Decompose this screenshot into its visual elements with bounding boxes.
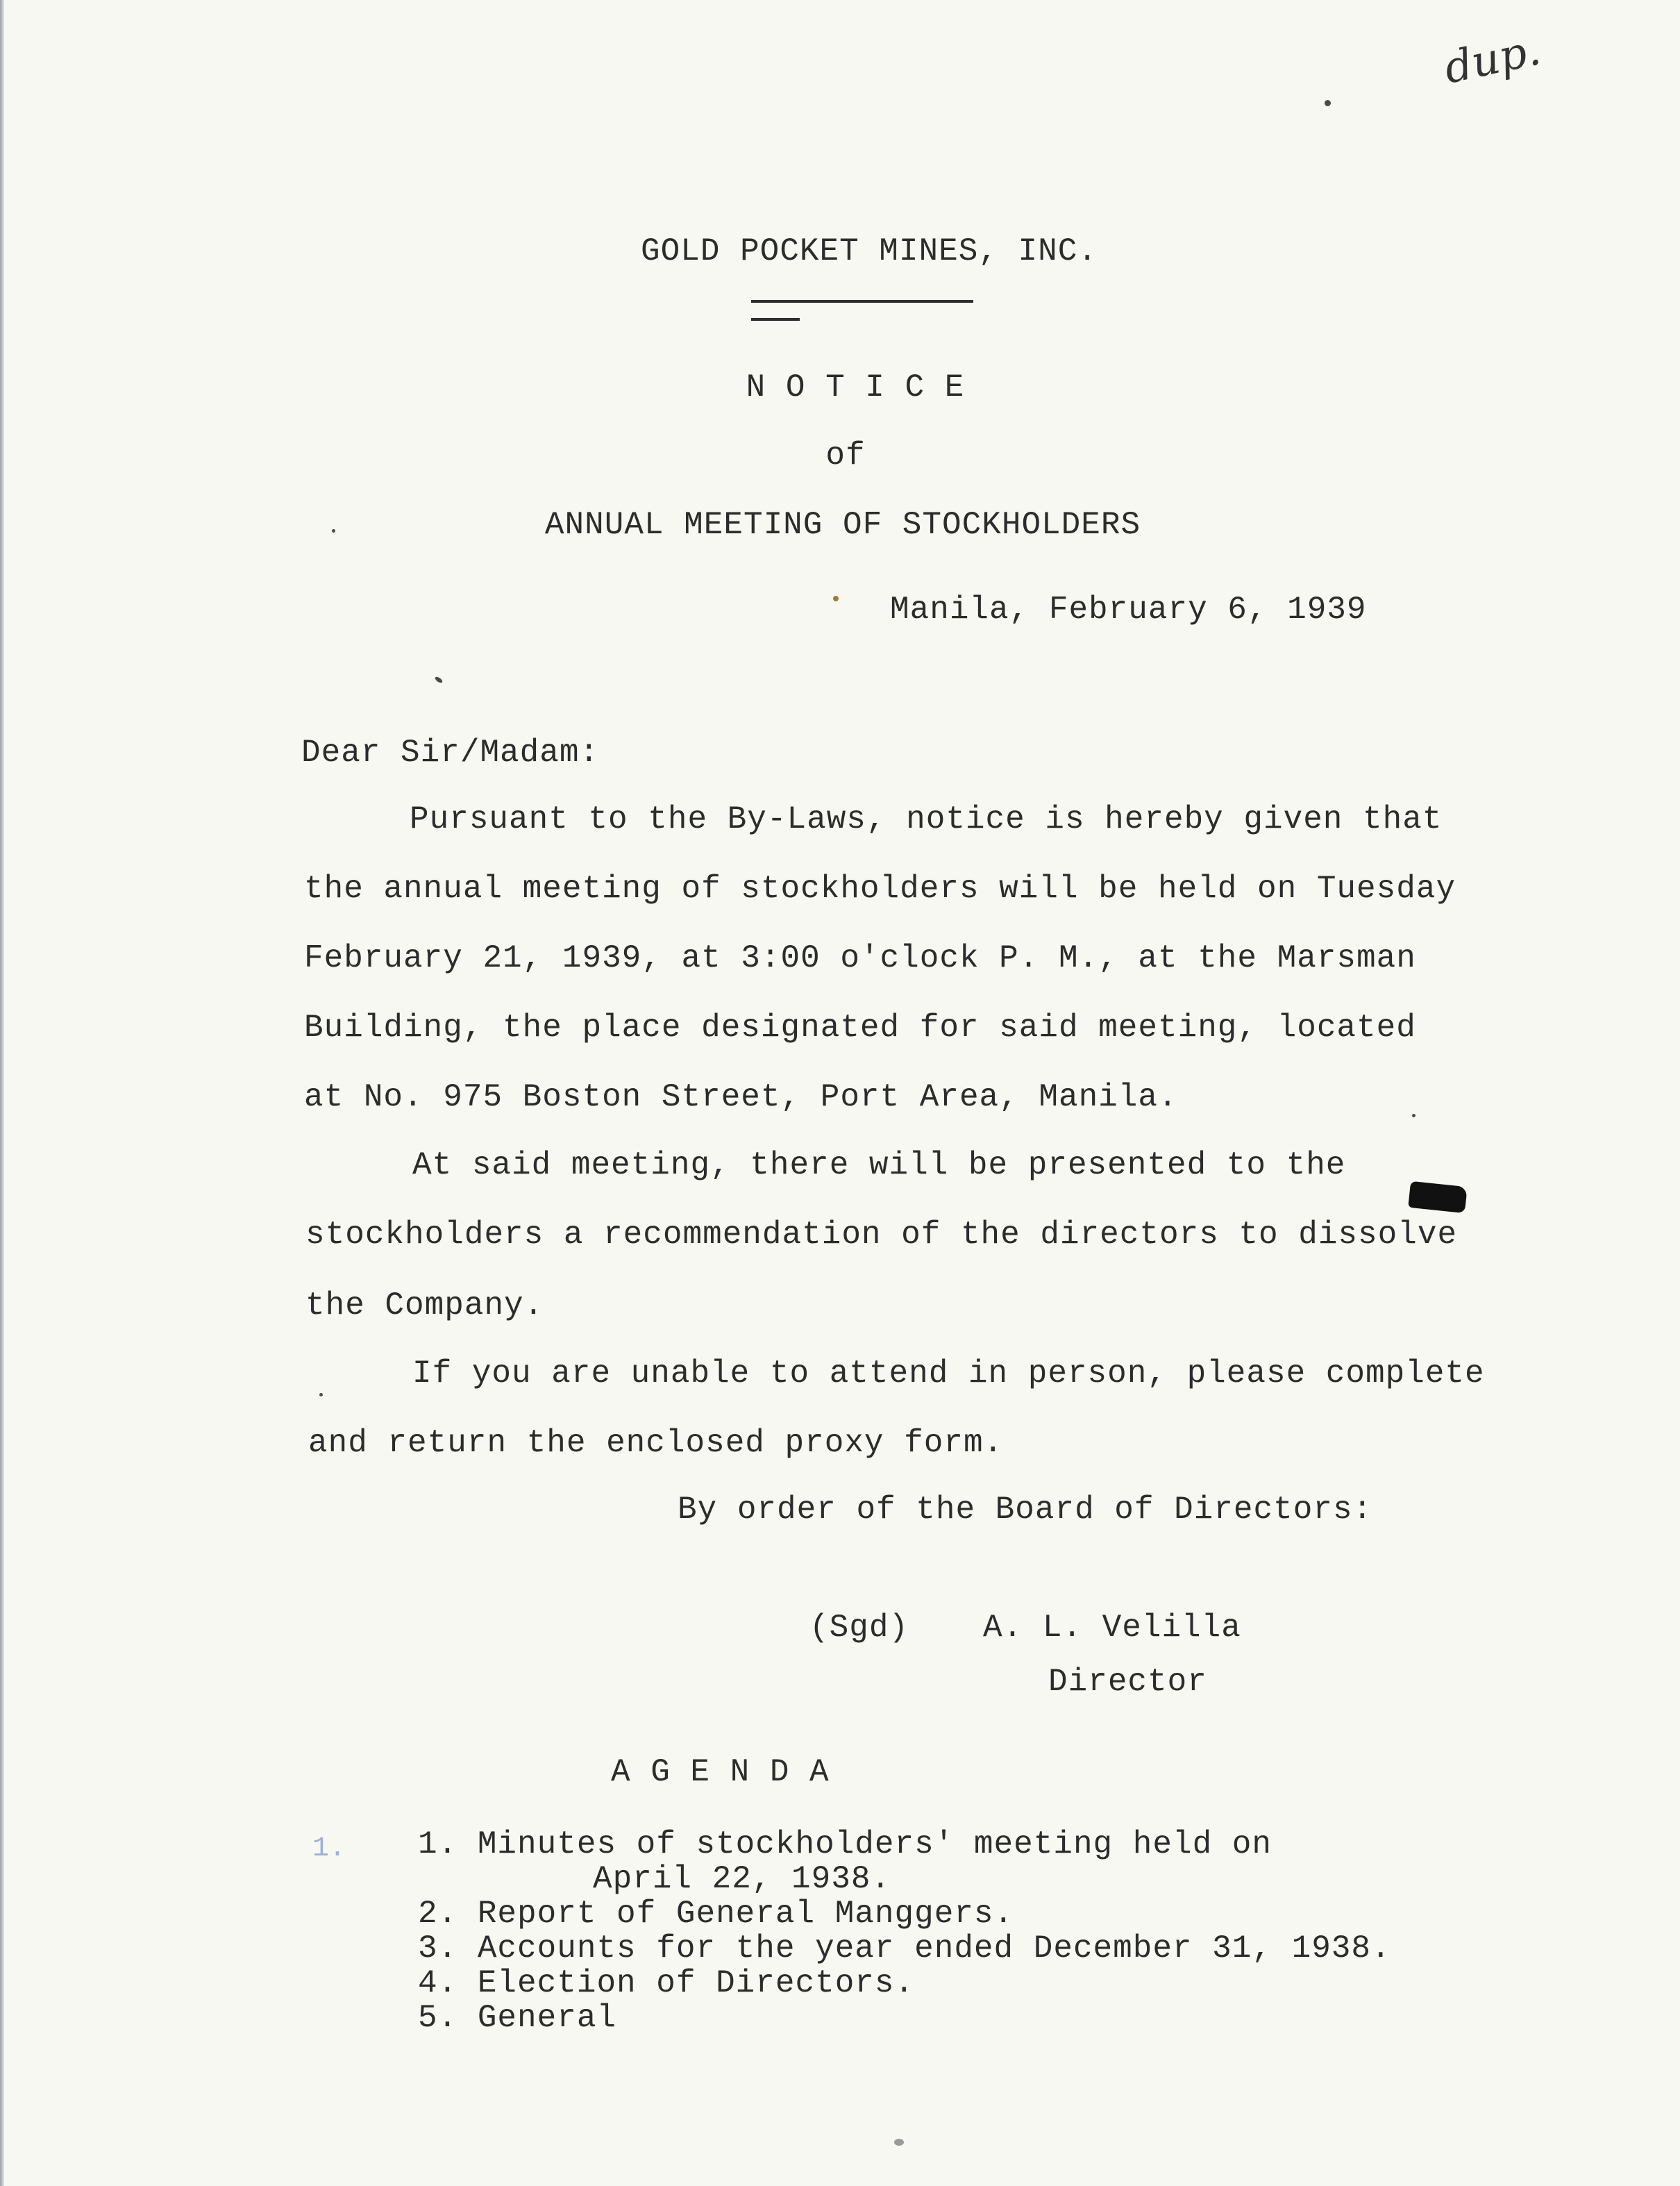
agenda-item: 2. Report of General Manggers. [418,1896,1014,1932]
agenda-item: 4. Election of Directors. [418,1965,915,2001]
scan-edge [0,0,4,2186]
agenda-heading: A G E N D A [611,1754,830,1790]
meeting-subject: ANNUAL MEETING OF STOCKHOLDERS [544,507,1141,543]
body-line: At said meeting, there will be presented to the [412,1147,1346,1183]
agenda-item: 1. Minutes of stockholders' meeting held on [418,1826,1272,1862]
ink-speck [1325,100,1331,106]
body-line: at No. 975 Boston Street, Port Area, Manila. [304,1079,1178,1115]
body-line: stockholders a recommendation of the directors to dissolve [305,1217,1458,1253]
handwritten-note: dup. [1439,24,1545,94]
agenda-item: 3. Accounts for the year ended December 31, 1938. [418,1930,1391,1967]
ink-speck [434,676,443,684]
notice-of: of [825,437,866,474]
ink-speck [1412,1114,1416,1117]
ink-speck [332,529,335,533]
margin-mark: 1. [312,1833,346,1864]
body-line: Pursuant to the By-Laws, notice is hereby given that [410,801,1443,837]
body-line: February 21, 1939, at 3:00 o'clock P. M., at the Marsman [304,940,1416,976]
body-line: and return the enclosed proxy form. [308,1425,1004,1461]
body-line: the Company. [305,1287,544,1324]
notice-title: N O T I C E [746,369,965,406]
body-line: Building, the place designated for said meeting, located [304,1010,1416,1046]
ink-speck [894,2139,904,2146]
signer-name: A. L. Velilla [983,1610,1241,1646]
body-line: If you are unable to attend in person, please complete [412,1355,1485,1392]
dateline: Manila, February 6, 1939 [890,592,1367,628]
closing-order: By order of the Board of Directors: [678,1492,1373,1528]
header-rule-short [751,318,800,321]
body-line: the annual meeting of stockholders will be held on Tuesday [304,871,1456,907]
signed-mark: (Sgd) [809,1610,909,1646]
signer-title: Director [1048,1664,1207,1700]
header-rule-long [751,300,973,303]
salutation: Dear Sir/Madam: [301,735,600,771]
company-name: GOLD POCKET MINES, INC. [641,233,1098,269]
agenda-item: April 22, 1938. [593,1861,891,1897]
ink-speck [833,596,839,601]
ink-blot [1408,1181,1468,1213]
agenda-item: 5. General [418,2000,617,2036]
ink-speck [319,1393,323,1396]
